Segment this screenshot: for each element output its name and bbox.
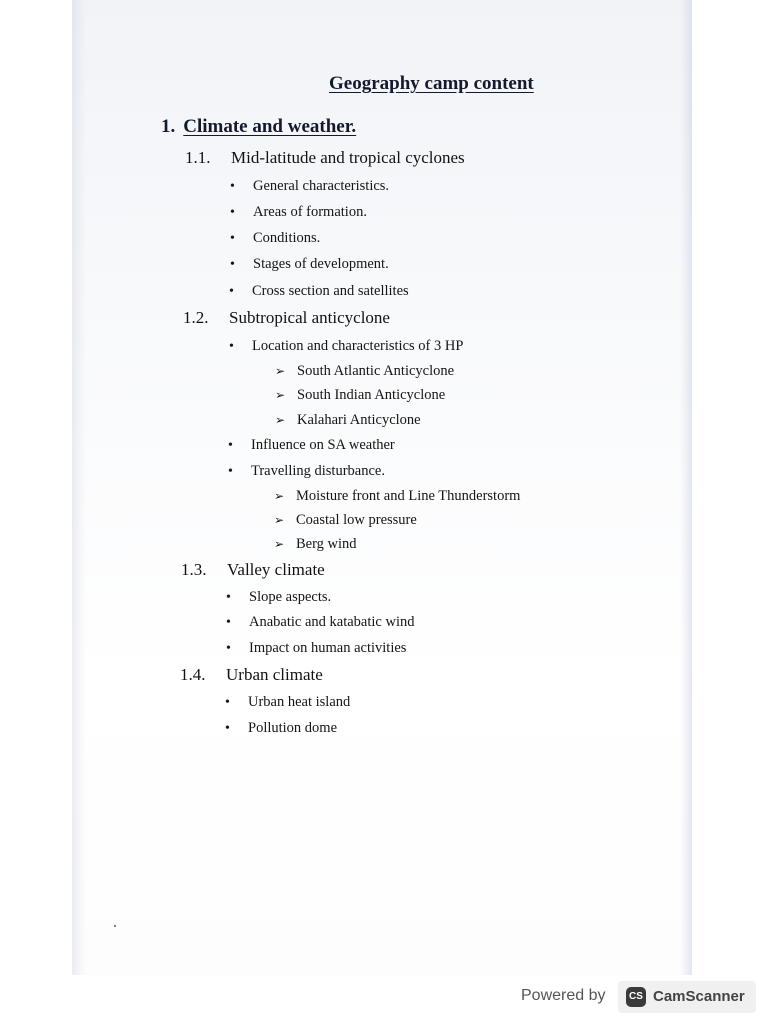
- page-edge-shadow-left: [72, 0, 86, 975]
- subsection-number: 1.2.: [183, 308, 209, 327]
- list-item-text: Anabatic and katabatic wind: [249, 614, 415, 630]
- list-item: [230, 256, 389, 273]
- list-item-text: Urban heat island: [248, 694, 351, 710]
- bullet-icon: •: [226, 641, 231, 656]
- list-item: [230, 204, 367, 221]
- page-edge-shadow-right: [680, 0, 692, 975]
- arrow-bullet-icon: ➢: [274, 489, 285, 503]
- subsection-number: 1.4.: [180, 665, 206, 684]
- list-item-text: Stages of development.: [253, 256, 389, 272]
- bullet-icon: •: [228, 438, 233, 453]
- list-item: [226, 640, 406, 657]
- subsection-heading: [181, 560, 325, 580]
- subsection-heading: [185, 148, 465, 168]
- sub-list-item-text: Kalahari Anticyclone: [297, 412, 421, 428]
- subsection-heading: [183, 308, 390, 328]
- bullet-icon: •: [229, 284, 234, 299]
- sub-list-item-text: Coastal low pressure: [296, 512, 417, 528]
- sub-list-item-text: Moisture front and Line Thunderstorm: [296, 488, 521, 504]
- list-item-text: Slope aspects.: [249, 589, 332, 605]
- bullet-icon: •: [229, 339, 234, 354]
- list-item: [228, 463, 385, 480]
- bullet-icon: •: [230, 257, 235, 272]
- bullet-icon: •: [230, 205, 235, 220]
- list-item-text: Travelling disturbance.: [251, 463, 385, 479]
- sub-list-item: [274, 488, 520, 505]
- sub-list-item: [275, 363, 454, 380]
- subsection-title: Mid-latitude and tropical cyclones: [231, 148, 465, 167]
- list-item: [229, 283, 409, 300]
- list-item: [226, 589, 331, 606]
- list-item: [230, 230, 320, 247]
- arrow-bullet-icon: ➢: [275, 388, 286, 402]
- bullet-icon: •: [228, 464, 233, 479]
- arrow-bullet-icon: ➢: [274, 537, 285, 551]
- subsection-number: 1.3.: [181, 560, 207, 579]
- scan-speck: [114, 925, 116, 927]
- list-item: [228, 437, 395, 454]
- bullet-icon: •: [225, 721, 230, 736]
- bullet-icon: •: [230, 231, 235, 246]
- powered-by-label: Powered by: [521, 987, 606, 1004]
- list-item-text: General characteristics.: [253, 178, 390, 194]
- section-number: 1.: [161, 116, 176, 137]
- subsection-title: Valley climate: [227, 560, 325, 579]
- list-item-text: Conditions.: [253, 230, 321, 246]
- section-title: Climate and weather.: [183, 116, 357, 137]
- list-item: [225, 694, 350, 711]
- arrow-bullet-icon: ➢: [275, 413, 286, 427]
- list-item: [226, 614, 414, 631]
- arrow-bullet-icon: ➢: [275, 364, 286, 378]
- sub-list-item: [274, 536, 357, 553]
- subsection-title: Urban climate: [226, 665, 323, 684]
- list-item-text: Areas of formation.: [253, 204, 367, 220]
- sub-list-item: [275, 412, 421, 429]
- list-item-text: Impact on human activities: [249, 640, 407, 656]
- sub-list-item-text: South Atlantic Anticyclone: [297, 363, 455, 379]
- list-item-text: Influence on SA weather: [251, 437, 395, 453]
- subsection-heading: [180, 665, 323, 685]
- list-item: [230, 178, 389, 195]
- sub-list-item-text: Berg wind: [296, 536, 357, 552]
- bullet-icon: •: [230, 179, 235, 194]
- arrow-bullet-icon: ➢: [274, 513, 285, 527]
- camscanner-badge: [618, 981, 756, 1013]
- subsection-number: 1.1.: [185, 148, 211, 167]
- document-title: Geography camp content: [329, 73, 534, 94]
- list-item: [225, 720, 337, 737]
- list-item-text: Location and characteristics of 3 HP: [252, 338, 464, 354]
- sub-list-item-text: South Indian Anticyclone: [297, 387, 446, 403]
- camscanner-brand: CamScanner: [653, 988, 745, 1005]
- bullet-icon: •: [225, 695, 230, 710]
- bullet-icon: •: [226, 615, 231, 630]
- subsection-title: Subtropical anticyclone: [229, 308, 390, 327]
- list-item-text: Pollution dome: [248, 720, 338, 736]
- section-heading: [161, 116, 356, 138]
- camscanner-logo-icon: CS: [626, 987, 646, 1007]
- bullet-icon: •: [226, 590, 231, 605]
- sub-list-item: [274, 512, 417, 529]
- list-item: [229, 338, 463, 355]
- sub-list-item: [275, 387, 445, 404]
- list-item-text: Cross section and satellites: [252, 283, 409, 299]
